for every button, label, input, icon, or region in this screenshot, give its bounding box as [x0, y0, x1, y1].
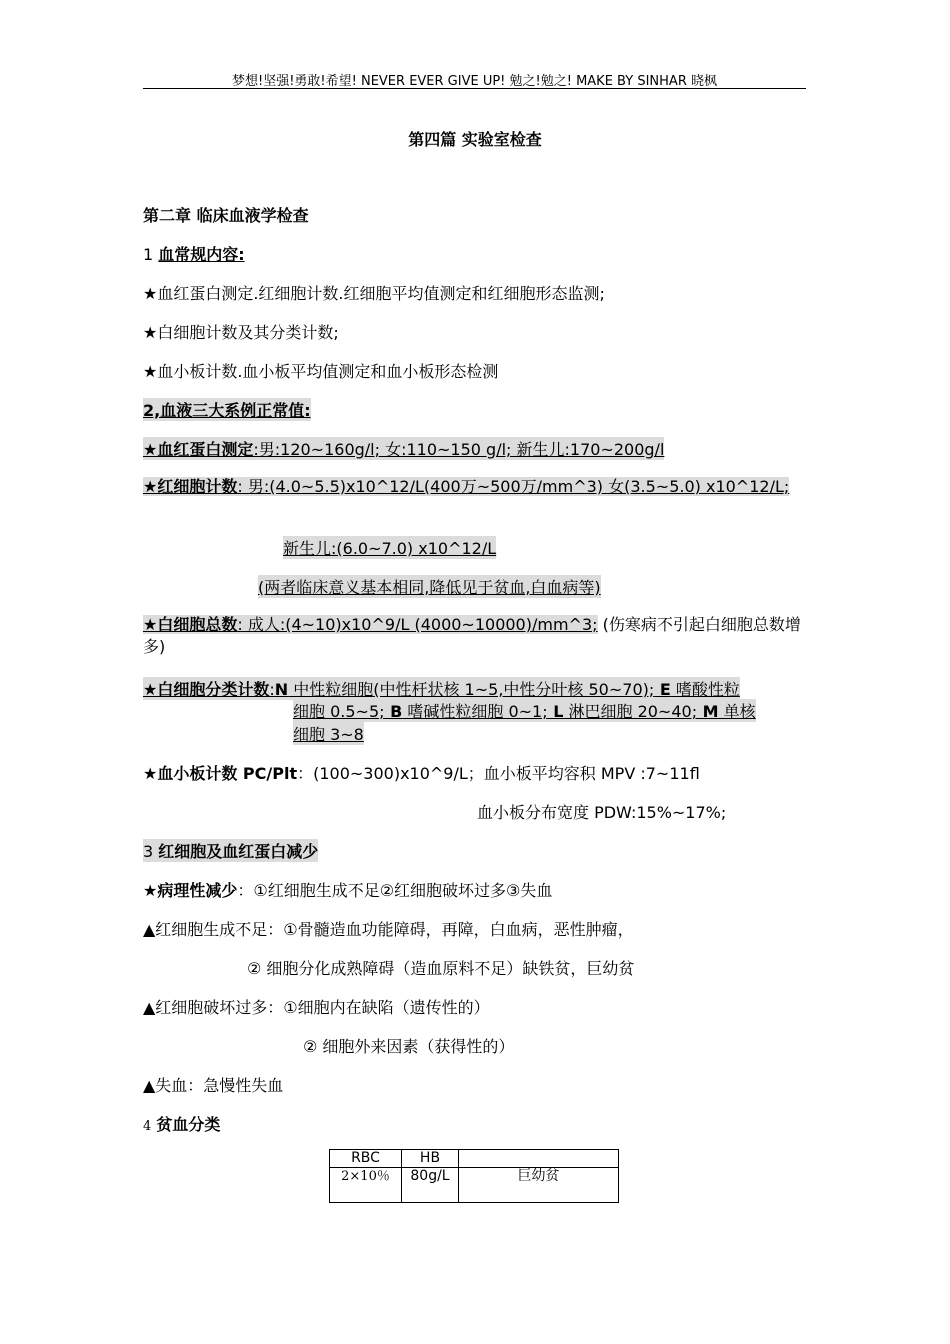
section-3-number: 3 — [143, 842, 154, 861]
section-4-heading — [143, 1112, 220, 1135]
pdw-line: 血小板分布宽度 PDW:15%~17%; — [477, 803, 727, 822]
hb-label: ★血红蛋白测定 — [143, 440, 254, 459]
diff-lymphocyte: 淋巴细胞 20~40; — [563, 702, 698, 721]
plt-normal-line — [143, 761, 700, 784]
diff-b-code: B — [384, 702, 403, 721]
section-1-title: 血常规内容: — [158, 245, 245, 264]
insufficient-production: ▲红细胞生成不足：①骨髓造血功能障碍，再障，白血病，恶性肿瘤， — [143, 920, 634, 939]
section-1-number: 1 — [143, 245, 154, 264]
diff-e-code: E — [654, 680, 671, 699]
page-header: 梦想!坚强!勇敢!希望! NEVER EVER GIVE UP! 勉之!勉之! MAKE BY SINHAR 晓枫 — [232, 74, 717, 89]
section-2-title: 2,血液三大系例正常值: — [143, 398, 311, 421]
diff-n-code: N — [274, 680, 289, 699]
excessive-destruction: ▲红细胞破坏过多：①细胞内在缺陷（遗传性的） — [143, 998, 490, 1017]
section-4-number: 4 — [143, 1119, 152, 1134]
table-cell: 80g/L — [402, 1168, 459, 1203]
table-row — [330, 1168, 619, 1203]
section-1-item: ★血小板计数.血小板平均值测定和血小板形态检测 — [143, 362, 499, 381]
wbc-value: : 成人:(4~10)x10^9/L (4000~10000)/mm^3; — [237, 615, 598, 634]
diff-neutrophil: 中性粒细胞(中性杆状核 1~5,中性分叶核 50~70); — [288, 680, 655, 699]
wbc-diff-colon: : — [269, 680, 275, 699]
wbc-diff-line-1 — [143, 677, 740, 700]
wbc-diff-line-2 — [293, 699, 756, 722]
section-1-heading — [143, 242, 245, 265]
hb-value: :男:120~160g/l; 女:110~150 g/l; 新生儿:170~200g/l — [253, 440, 665, 459]
chapter-title: 第二章 临床血液学检查 — [143, 206, 309, 225]
rbc-value: : 男:(4.0~5.5)x10^12/L(400万~500万/mm^3) 女(3.5~5.0) x10^12/L; — [237, 477, 790, 496]
rbc-normal-line — [143, 476, 808, 498]
plt-value: ：(100~300)x10^9/L；血小板平均容积 MPV :7~11fl — [297, 764, 700, 783]
pathologic-label: ★病理性减少 — [143, 881, 238, 900]
diff-m-code: M — [697, 702, 719, 721]
table-header-cell — [459, 1150, 619, 1168]
diff-monocyte: 单核 — [718, 702, 756, 721]
insufficient-production-2: ② 细胞分化成熟障碍（造血原料不足）缺铁贫，巨幼贫 — [247, 959, 635, 978]
part-title: 第四篇 实验室检查 — [408, 130, 542, 149]
wbc-label: ★白细胞总数 — [143, 615, 238, 634]
anemia-classification-table — [329, 1149, 619, 1203]
wbc-diff-label: ★白细胞分类计数 — [143, 680, 270, 699]
wbc-note: (伤寒病不引起白细胞总数增多) — [143, 615, 801, 656]
excessive-destruction-2: ② 细胞外来因素（获得性的） — [303, 1037, 515, 1056]
hb-normal-line — [143, 437, 664, 460]
plt-label: ★血小板计数 PC/Plt — [143, 764, 298, 783]
section-3-title: 红细胞及血红蛋白减少 — [158, 842, 319, 861]
table-cell: 2×10％ — [330, 1168, 402, 1203]
table-header-cell: RBC — [330, 1150, 402, 1168]
wbc-diff-line-3: 细胞 3~8 — [293, 722, 364, 745]
pathologic-decrease — [143, 878, 552, 901]
pathologic-value: ：①红细胞生成不足②红细胞破坏过多③失血 — [237, 881, 553, 900]
section-1-item: ★血红蛋白测定.红细胞计数.红细胞平均值测定和红细胞形态监测; — [143, 284, 605, 303]
rbc-newborn: 新生儿:(6.0~7.0) x10^12/L — [283, 536, 496, 559]
diff-l-code: L — [547, 702, 564, 721]
header-divider — [143, 88, 806, 89]
diff-eosinophil: 嗜酸性粒 — [670, 680, 740, 699]
table-header-row — [330, 1150, 619, 1168]
wbc-normal-line — [143, 614, 808, 658]
table-cell: 巨幼贫 — [459, 1168, 619, 1203]
rbc-note: (两者临床意义基本相同,降低见于贫血,白血病等) — [258, 575, 601, 598]
table-header-cell: HB — [402, 1150, 459, 1168]
section-3-heading — [143, 839, 318, 862]
section-1-item: ★白细胞计数及其分类计数; — [143, 323, 339, 342]
rbc-label: ★红细胞计数 — [143, 477, 238, 496]
section-4-title: 贫血分类 — [156, 1115, 221, 1134]
blood-loss: ▲失血：急慢性失血 — [143, 1076, 284, 1095]
diff-basophil: 嗜碱性粒细胞 0~1; — [402, 702, 548, 721]
diff-eosinophil-value: 细胞 0.5~5; — [293, 702, 385, 721]
